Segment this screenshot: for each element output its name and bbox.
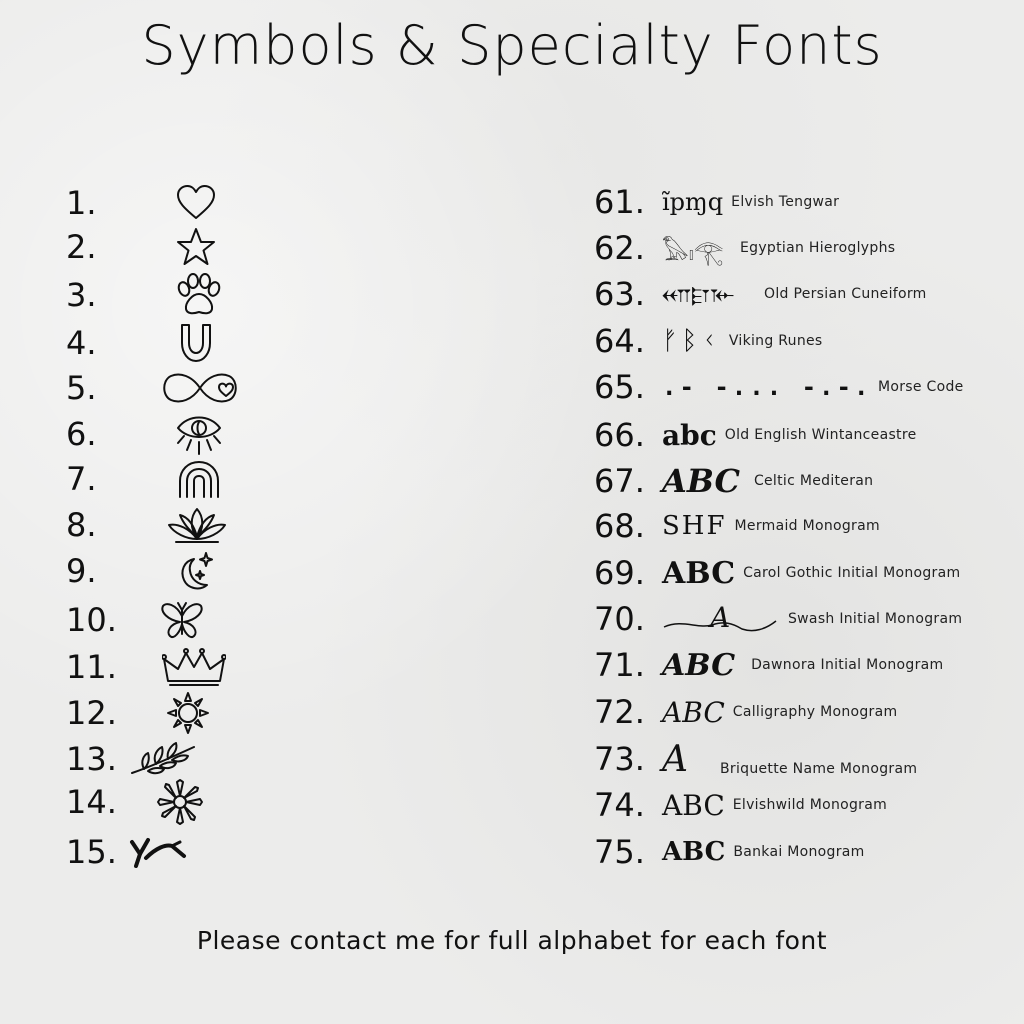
- symbol-row: [66, 366, 242, 410]
- font-number: 64.: [594, 322, 645, 360]
- symbol-number: 4.: [66, 324, 97, 362]
- page-title: Symbols & Specialty Fonts: [141, 14, 883, 77]
- font-number: 67.: [594, 462, 645, 500]
- font-sample: ABC: [662, 462, 740, 500]
- font-number: 70.: [594, 600, 645, 638]
- symbol-row: [66, 273, 222, 317]
- symbol-number: 11.: [66, 648, 117, 686]
- font-sample: ABC: [662, 555, 736, 591]
- paw-print-icon: [176, 273, 222, 317]
- font-sample: SHF: [662, 511, 727, 541]
- font-number: 73.: [594, 740, 645, 778]
- font-number: 71.: [594, 646, 645, 684]
- font-number: 61.: [594, 183, 645, 221]
- footer-note: Please contact me for full alphabet for each font: [196, 926, 828, 955]
- moon-stars-icon: [176, 549, 216, 593]
- symbol-number: 6.: [66, 415, 97, 453]
- symbol-number: 15.: [66, 833, 117, 871]
- font-name: Egyptian Hieroglyphs: [740, 240, 896, 256]
- symbol-row: [66, 321, 216, 365]
- font-name: Mermaid Monogram: [734, 518, 880, 534]
- font-number: 66.: [594, 416, 645, 454]
- evil-eye-icon: [174, 410, 224, 458]
- font-row: [594, 180, 839, 224]
- symbol-row: [66, 181, 216, 225]
- butterfly-icon: [160, 600, 204, 640]
- font-row: [594, 226, 895, 270]
- font-row: [594, 597, 962, 641]
- font-sample: ĩpɱq: [662, 188, 724, 216]
- font-row: [594, 504, 880, 548]
- font-number: 75.: [594, 833, 645, 871]
- symbol-row: [66, 225, 216, 269]
- leaf-branch-icon: [130, 741, 196, 777]
- symbol-number: 10.: [66, 601, 117, 639]
- lotus-icon: [166, 505, 228, 545]
- font-number: 72.: [594, 693, 645, 731]
- horseshoe-icon: [176, 321, 216, 365]
- sun-icon: [166, 691, 210, 735]
- symbol-row: [66, 457, 222, 501]
- symbol-number: 2.: [66, 228, 97, 266]
- font-number: 68.: [594, 507, 645, 545]
- font-sample: ABC: [662, 695, 725, 729]
- font-sample: ABC: [662, 647, 736, 683]
- font-row: [594, 319, 823, 363]
- symbol-number: 7.: [66, 460, 97, 498]
- symbol-number: 3.: [66, 276, 97, 314]
- font-name: Bankai Monogram: [733, 844, 865, 860]
- symbol-number: 8.: [66, 506, 97, 544]
- font-sample: .- -... -.-.: [662, 373, 872, 401]
- symbol-row: [66, 549, 216, 593]
- symbol-number: 12.: [66, 694, 117, 732]
- font-number: 65.: [594, 368, 645, 406]
- font-sample: A: [662, 738, 688, 780]
- infinity-heart-icon: [158, 368, 242, 408]
- font-name: Viking Runes: [728, 333, 823, 349]
- symbol-number: 14.: [66, 783, 117, 821]
- flower-icon: [156, 778, 204, 826]
- symbol-row: [66, 412, 224, 456]
- font-row: [594, 551, 960, 595]
- symbol-number: 1.: [66, 184, 97, 222]
- star-icon: [176, 227, 216, 267]
- font-sample: 𓅃𓏤𓂀: [662, 238, 724, 266]
- font-row: [594, 365, 964, 409]
- symbol-row: [66, 691, 210, 735]
- font-sample: ABC: [662, 837, 726, 867]
- font-name: Celtic Mediteran: [753, 473, 874, 489]
- symbol-number: 13.: [66, 740, 117, 778]
- font-number: 69.: [594, 554, 645, 592]
- font-sample: abc: [662, 418, 717, 452]
- font-row: [594, 459, 873, 503]
- font-name: Carol Gothic Initial Monogram: [743, 565, 961, 581]
- rainbow-icon: [176, 459, 222, 499]
- symbol-row: [66, 737, 196, 781]
- font-row: [594, 643, 943, 687]
- font-row: [594, 272, 927, 316]
- symbol-row: [66, 503, 228, 547]
- font-sample: A: [710, 601, 731, 634]
- symbol-row: [66, 780, 204, 824]
- font-sample: ᚠᛒᚲ: [662, 326, 721, 356]
- font-row: [594, 690, 897, 734]
- font-sample: 𐎧𐎼𐎹: [662, 280, 735, 308]
- heart-icon: [176, 184, 216, 222]
- symbol-row: [66, 645, 226, 689]
- font-name: Calligraphy Monogram: [732, 704, 898, 720]
- font-row: [594, 830, 865, 874]
- font-number: 74.: [594, 786, 645, 824]
- swash-sample: [662, 599, 778, 639]
- font-row: [594, 413, 917, 457]
- font-name: Old English Wintanceastre: [724, 427, 917, 443]
- font-name: Swash Initial Monogram: [788, 611, 963, 627]
- symbol-number: 5.: [66, 369, 97, 407]
- font-row: [594, 783, 887, 827]
- font-name: Old Persian Cuneiform: [764, 286, 927, 302]
- branch-icon: [126, 836, 188, 868]
- font-number: 63.: [594, 275, 645, 313]
- font-row: [594, 737, 917, 781]
- font-sample: ABC: [662, 788, 725, 822]
- font-number: 62.: [594, 229, 645, 267]
- crown-icon: [162, 647, 226, 687]
- symbol-number: 9.: [66, 552, 97, 590]
- font-name: Morse Code: [878, 379, 964, 395]
- font-name: Dawnora Initial Monogram: [751, 657, 944, 673]
- font-name: Briquette Name Monogram: [720, 761, 918, 777]
- symbol-row: [66, 830, 188, 874]
- font-name: Elvish Tengwar: [731, 194, 840, 210]
- font-name: Elvishwild Monogram: [732, 797, 888, 813]
- symbol-row: [66, 598, 204, 642]
